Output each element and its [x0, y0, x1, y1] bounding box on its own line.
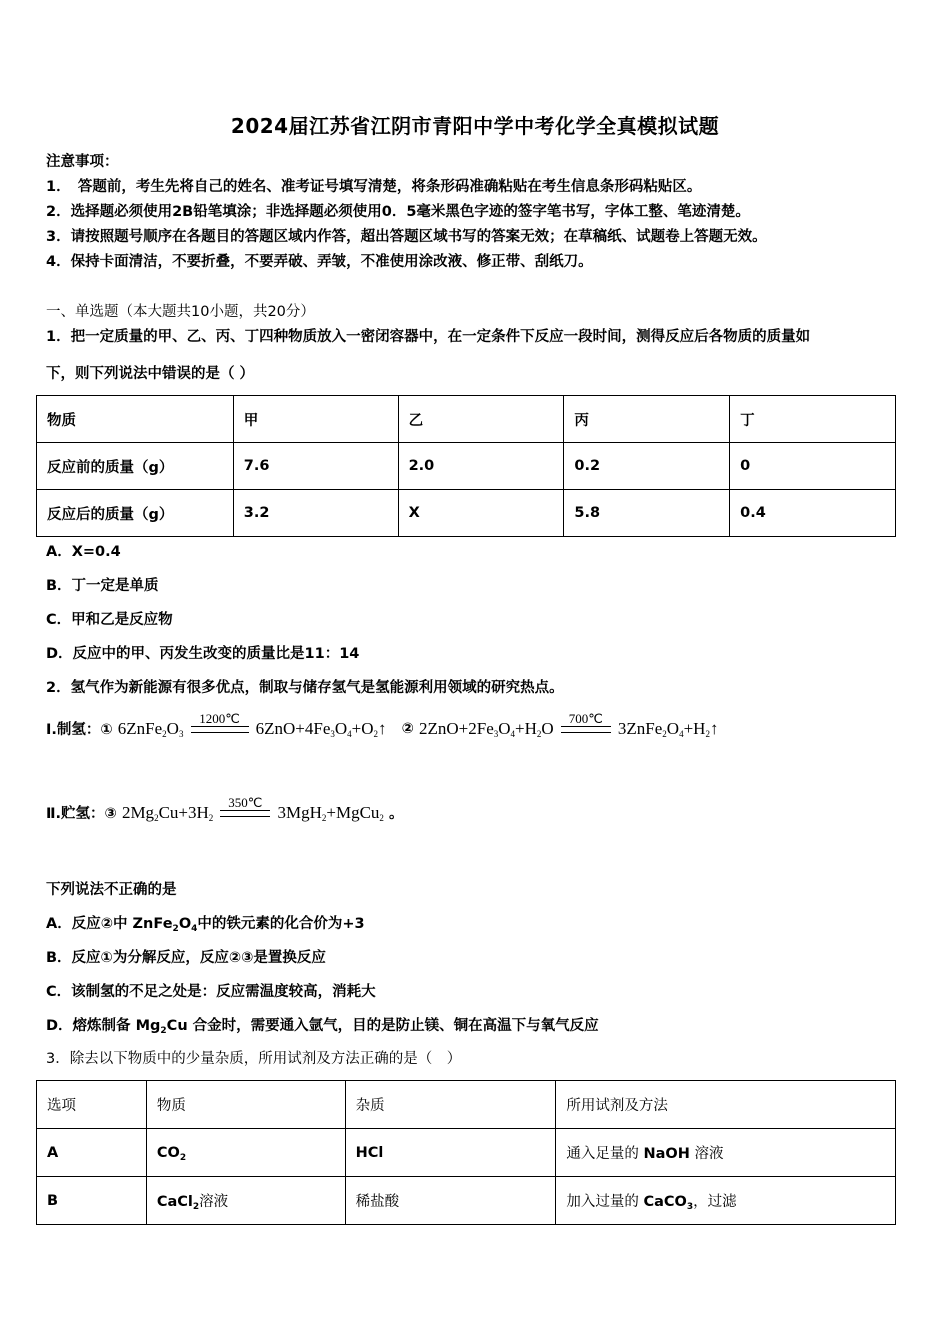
q1-stem-line1: 1．把一定质量的甲、乙、丙、丁四种物质放入一密闭容器中，在一定条件下反应一段时间，测得反应后各物质的质量如: [46, 329, 811, 345]
equation-3: $2Mg_2Cu+3H_2$: [121, 802, 214, 823]
table-row: [37, 1129, 896, 1177]
table-cell: B: [37, 1177, 147, 1225]
q1-option-b: B．丁一定是单质: [46, 578, 159, 594]
q2-option-c: C．该制氢的不足之处是：反应需温度较高，消耗大: [46, 984, 376, 1000]
table-cell: CaCl$_2$溶液: [146, 1177, 345, 1225]
table-row: [37, 443, 896, 490]
eq-label-storage: Ⅱ.贮氢：③: [46, 806, 117, 822]
table-cell: 3.2: [233, 490, 398, 537]
eq-mark-2: ②: [401, 720, 414, 737]
q2-prompt: 下列说法不正确的是: [46, 882, 177, 898]
table-cell: 稀盐酸: [345, 1177, 556, 1225]
table-cell: 7.6: [233, 443, 398, 490]
notice-item-4: 4．保持卡面清洁，不要折叠，不要弄破、弄皱，不准使用涂改液、修正带、刮纸刀。: [46, 254, 593, 270]
table-cell: 5.8: [564, 490, 730, 537]
table-cell: 通入足量的 NaOH 溶液: [556, 1129, 896, 1177]
table-cell: 反应后的质量（g）: [37, 490, 234, 537]
table-row: [37, 1081, 896, 1129]
q2-stem: 2．氢气作为新能源有很多优点，制取与储存氢气是氢能源利用领域的研究热点。: [46, 680, 564, 696]
table-cell: 选项: [37, 1081, 147, 1129]
notice-item-3: 3．请按照题号顺序在各题目的答题区域内作答，超出答题区域书写的答案无效；在草稿纸、试题卷上答题无效。: [46, 229, 767, 245]
equation-1: $6ZnFe_2O_3$: [117, 718, 184, 739]
table-cell: 反应前的质量（g）: [37, 443, 234, 490]
table-cell: 物质: [146, 1081, 345, 1129]
table-cell: 0.4: [730, 490, 896, 537]
equation-period: 。: [389, 806, 404, 822]
table-cell: 所用试剂及方法: [556, 1081, 896, 1129]
table-cell: 0: [730, 443, 896, 490]
q1-option-a: A．X=0.4: [46, 544, 121, 560]
table-row: [37, 490, 896, 537]
notice-heading: 注意事项：: [46, 154, 119, 170]
table-cell: 物质: [37, 396, 234, 443]
reaction-condition-3: 350℃: [220, 796, 270, 829]
q1-table: [36, 395, 896, 537]
table-cell: 乙: [398, 396, 564, 443]
eq-label-production: Ⅰ.制氢：①: [46, 722, 113, 738]
table-row: [37, 1177, 896, 1225]
q1-stem-line2: 下，则下列说法中错误的是（ ）: [46, 366, 255, 382]
table-cell: 0.2: [564, 443, 730, 490]
table-cell: 杂质: [345, 1081, 556, 1129]
equation-1-products: $6ZnO+4Fe_3O_4+O_2↑$: [255, 718, 387, 739]
table-cell: A: [37, 1129, 147, 1177]
notice-item-2: 2．选择题必须使用2B铅笔填涂；非选择题必须使用0．5毫米黑色字迹的签字笔书写，字体工整、笔迹清楚。: [46, 204, 750, 220]
equation-2: $2ZnO+2Fe_3O_4+H_2O$: [419, 718, 554, 739]
equation-2-products: $3ZnFe_2O_4+H_2↑$: [617, 718, 719, 739]
equation-3-products: 3MgH$_2$+MgCu$_2$: [277, 802, 384, 823]
table-cell: $CO_2$: [146, 1129, 345, 1177]
table-cell: HCl: [345, 1129, 556, 1177]
q2-option-b: B．反应①为分解反应，反应②③是置换反应: [46, 950, 326, 966]
table-cell: 加入过量的 CaCO$_3$，过滤: [556, 1177, 896, 1225]
q2-option-d: D．熔炼制备 $Mg_2Cu$ 合金时，需要通入氩气，目的是防止镁、铜在高温下与氧气反应: [46, 1018, 599, 1036]
table-cell: 丙: [564, 396, 730, 443]
table-cell: 2.0: [398, 443, 564, 490]
q2-option-a: A．反应②中 $ZnFe_2O_4$中的铁元素的化合价为+3: [46, 916, 365, 934]
q3-table: [36, 1080, 896, 1225]
reaction-condition-1: 1200℃: [191, 712, 249, 745]
q2-equation-row-2: [46, 796, 404, 829]
notice-item-1: 1． 答题前，考生先将自己的姓名、准考证号填写清楚，将条形码准确粘贴在考生信息条形码粘贴区。: [46, 179, 702, 195]
q1-option-c: C．甲和乙是反应物: [46, 612, 173, 628]
table-cell: 甲: [233, 396, 398, 443]
table-cell: X: [398, 490, 564, 537]
q3-stem: 3．除去以下物质中的少量杂质，所用试剂及方法正确的是（ ）: [46, 1051, 462, 1067]
table-row: [37, 396, 896, 443]
table-cell: 丁: [730, 396, 896, 443]
page-title: 2024届江苏省江阴市青阳中学中考化学全真模拟试题: [230, 114, 720, 138]
section-heading: 一、单选题（本大题共10小题，共20分）: [46, 304, 315, 320]
q2-equation-row-1: [46, 712, 718, 745]
q1-option-d: D．反应中的甲、丙发生改变的质量比是11：14: [46, 646, 360, 662]
reaction-condition-2: 700℃: [561, 712, 611, 745]
